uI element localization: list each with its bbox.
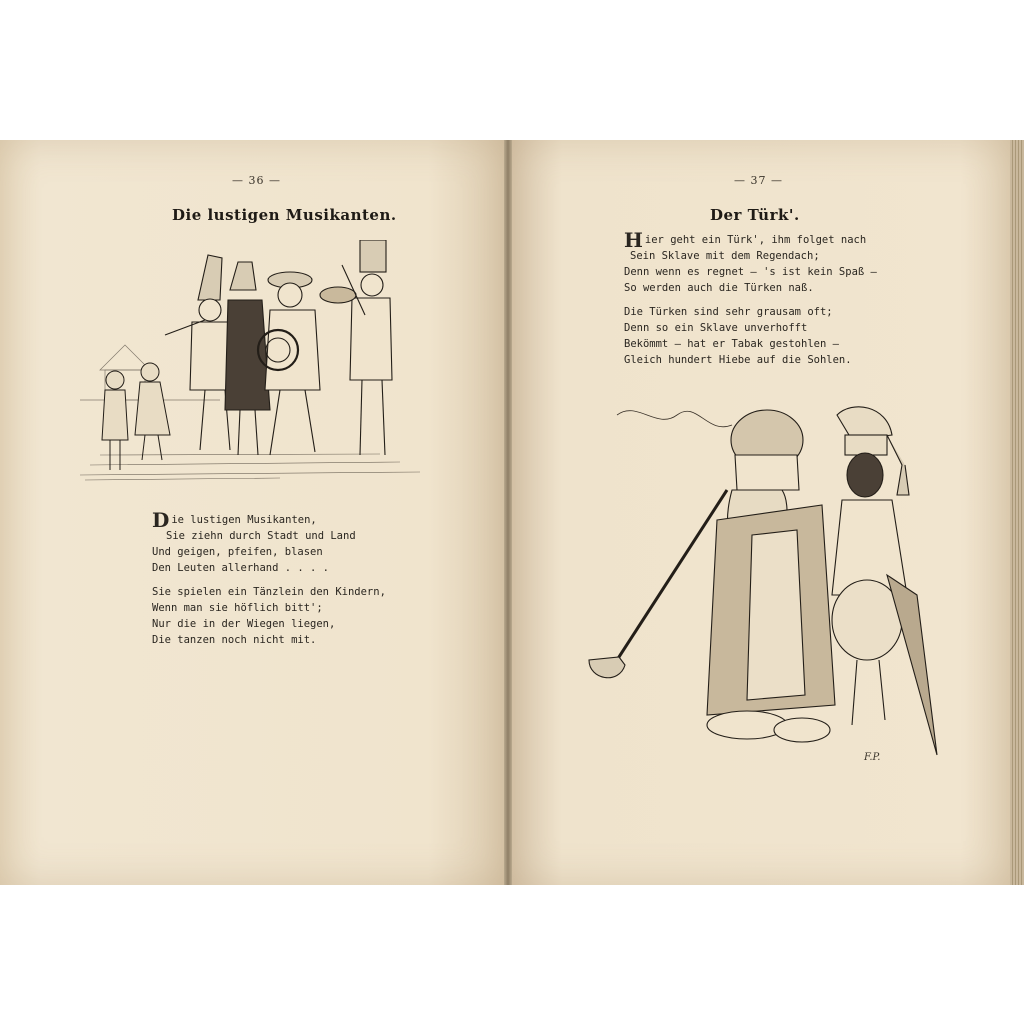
poem-line: Die Türken sind sehr grausam oft;: [624, 306, 833, 318]
page-edges: [1010, 140, 1024, 885]
book-spread: [0, 140, 1024, 885]
poem-title: Die lustigen Musikanten.: [172, 206, 397, 224]
poem-line: Und geigen, pfeifen, blasen: [152, 546, 323, 558]
poem-line: Sie ziehn durch Stadt und Land: [166, 530, 356, 542]
musicians-engraving-icon: [80, 240, 420, 485]
poem-line: Die tanzen noch nicht mit.: [152, 634, 317, 646]
right-page: [512, 140, 1010, 885]
left-page: [0, 140, 504, 885]
poem-line: ie lustigen Musikanten,: [171, 514, 317, 526]
poem-text: [624, 228, 877, 376]
poem-line: ier geht ein Türk', ihm folget nach: [644, 234, 867, 246]
drop-cap: H: [624, 228, 643, 252]
stanza: [152, 508, 386, 576]
book-gutter: [504, 140, 512, 885]
poem-line: Gleich hundert Hiebe auf die Sohlen.: [624, 354, 852, 366]
poem-text: [152, 508, 386, 656]
turk-and-slave-engraving-icon: [567, 395, 947, 775]
poem-title: Der Türk'.: [710, 206, 800, 224]
stanza: [152, 584, 386, 648]
poem-line: Wenn man sie höflich bitt';: [152, 602, 323, 614]
page-number: — 37 —: [734, 174, 783, 187]
stanza: [624, 304, 877, 368]
poem-line: Sie spielen ein Tänzlein den Kindern,: [152, 586, 386, 598]
poem-line: Bekömmt — hat er Tabak gestohlen —: [624, 338, 839, 350]
poem-line: So werden auch die Türken naß.: [624, 282, 814, 294]
poem-line: Denn wenn es regnet — 's ist kein Spaß —: [624, 266, 877, 278]
poem-line: Denn so ein Sklave unverhofft: [624, 322, 808, 334]
poem-line: Nur die in der Wiegen liegen,: [152, 618, 336, 630]
poem-line: Sein Sklave mit dem Regendach;: [630, 250, 820, 262]
stanza: [624, 228, 877, 296]
drop-cap: D: [152, 508, 170, 532]
page-number: — 36 —: [232, 174, 281, 187]
poem-line: Den Leuten allerhand . . . .: [152, 562, 330, 574]
artist-monogram: F.P.: [864, 752, 881, 763]
